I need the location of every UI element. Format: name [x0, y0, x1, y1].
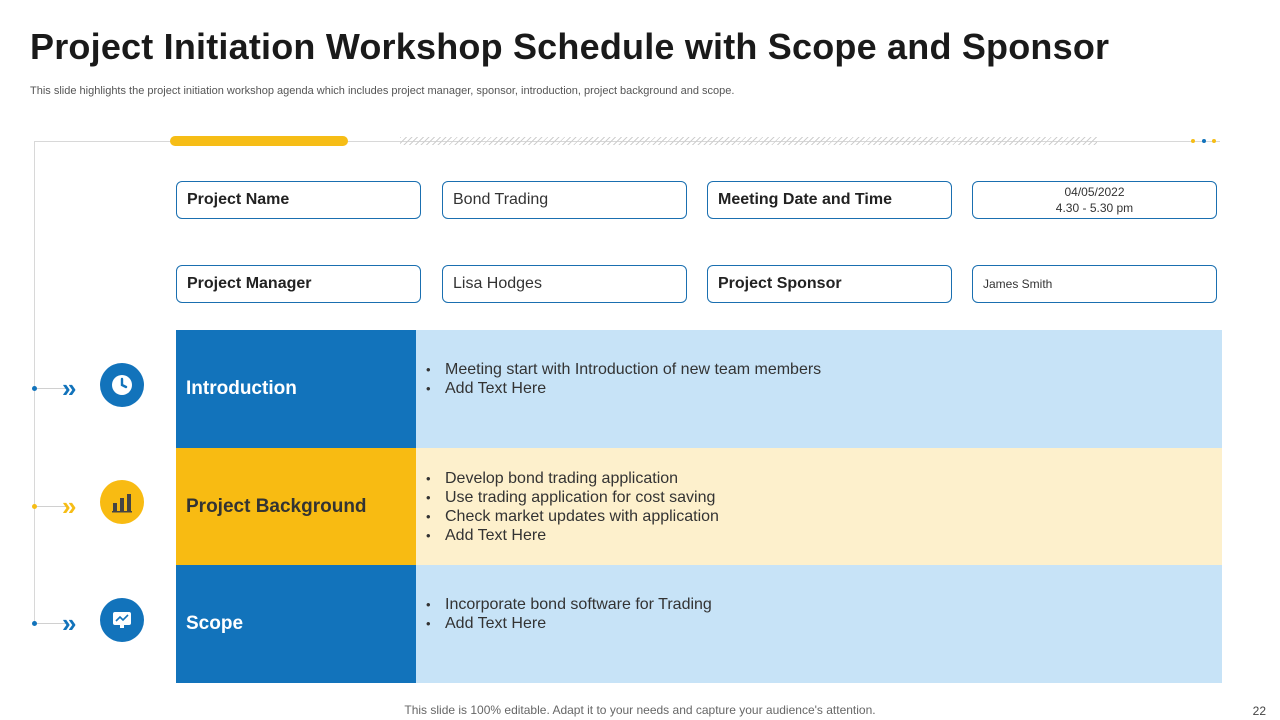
decor-dot [1212, 139, 1216, 143]
project-name-value: Bond Trading [442, 181, 687, 219]
manager-value: Lisa Hodges [442, 265, 687, 303]
list-item: • Add Text Here [426, 526, 1222, 545]
section-scope-title: Scope [176, 565, 416, 683]
decor-dot [1202, 139, 1206, 143]
sponsor-value: James Smith [972, 265, 1217, 303]
section-introduction-body [416, 330, 1222, 448]
list-item: • Use trading application for cost saving [426, 488, 1222, 507]
chevron-right-icon: » [62, 608, 77, 638]
meeting-time: 4.30 - 5.30 pm [1055, 201, 1134, 215]
list-item: • Meeting start with Introduction of new team members [426, 360, 1222, 379]
sponsor-label: Project Sponsor [707, 265, 952, 303]
section-introduction-title: Introduction [176, 330, 416, 448]
project-name-label: Project Name [176, 181, 421, 219]
slide-title: Project Initiation Workshop Schedule with Scope and Sponsor [30, 26, 1110, 67]
list-item: • Develop bond trading application [426, 469, 1222, 488]
meeting-date: 04/05/2022 [1064, 185, 1125, 199]
manager-label: Project Manager [176, 265, 421, 303]
chart-icon [100, 480, 144, 524]
list-item: • Add Text Here [426, 379, 1222, 398]
decor-yellow-bar [170, 136, 348, 146]
clock-icon [100, 363, 144, 407]
section-background-title: Project Background [176, 448, 416, 565]
page-number: 22 [1252, 704, 1266, 718]
meeting-datetime [972, 181, 1217, 219]
section-background-body [416, 448, 1222, 565]
list-item: • Check market updates with application [426, 507, 1222, 526]
meeting-label: Meeting Date and Time [707, 181, 952, 219]
decor-vertical-line [34, 141, 35, 625]
list-item: • Add Text Here [426, 614, 1222, 633]
chevron-right-icon: » [62, 373, 77, 403]
list-item: • Incorporate bond software for Trading [426, 595, 1222, 614]
section-scope-body [416, 565, 1222, 683]
decor-hatch-bar [400, 137, 1097, 145]
slide-subtitle: This slide highlights the project initiation workshop agenda which includes project manager, sponsor, introduction, project background and scope. [30, 85, 735, 97]
monitor-icon [100, 598, 144, 642]
decor-dot [1191, 139, 1195, 143]
slide-footer: This slide is 100% editable. Adapt it to your needs and capture your audience's attention. [404, 703, 876, 717]
chevron-right-icon: » [62, 491, 77, 521]
